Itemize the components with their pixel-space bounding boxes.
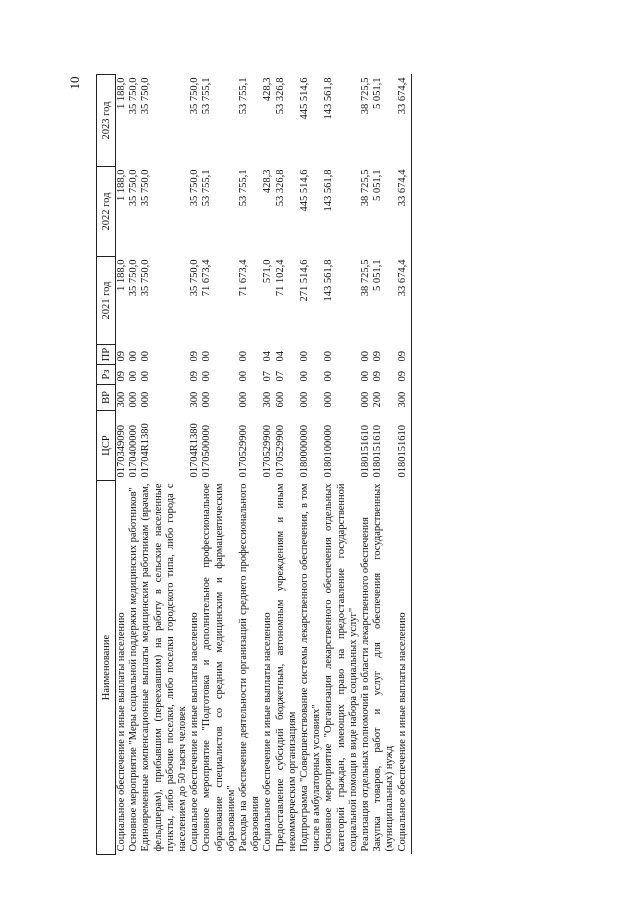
row-2022: 38 725,5 — [360, 169, 372, 207]
row-name: Основное мероприятие "Подготовка и дополнительное профессиональное образование специалистов со средним медицинским и фармацевтическим образованием" — [201, 483, 237, 852]
row-2023: 53 326,8 — [274, 77, 286, 115]
row-name: Подпрограмма "Совершенствование системы лекарственного обеспечения, в том числе в амбулаторных условиях" — [299, 483, 323, 852]
row-csr: 0170500000 — [201, 425, 213, 478]
row-2022: 445 514,6 — [299, 169, 311, 212]
row-pr: 09 — [116, 351, 127, 362]
row-pr: 00 — [323, 351, 335, 362]
row-pr: 00 — [140, 351, 152, 362]
row-2023: 1 188,0 — [116, 77, 127, 109]
table-row — [299, 75, 323, 855]
row-2022: 5 051,1 — [372, 169, 384, 201]
table-row — [128, 75, 140, 855]
row-2021: 571,0 — [262, 259, 274, 284]
row-name: Основное мероприятие "Организация лекарственного обеспечения отдельных категорий граждан, имеющих право на предоставление государственной социальной помощи в виде набора социальных услуг" — [323, 483, 359, 852]
row-name: Социальное обеспечение и иные выплаты населению — [262, 612, 274, 852]
row-rz: 00 — [323, 371, 335, 382]
row-vr: 000 — [360, 391, 372, 408]
row-name: Социальное обеспечение и иные выплаты населению — [189, 612, 201, 852]
header-name: Наименование — [97, 481, 116, 855]
row-2023: 445 514,6 — [299, 77, 311, 120]
row-2023: 53 755,1 — [201, 77, 213, 115]
row-2021: 71 673,4 — [238, 259, 250, 297]
row-pr: 00 — [299, 351, 311, 362]
row-rz: 09 — [372, 371, 384, 382]
row-name: Социальное обеспечение и иные выплаты населению — [397, 481, 412, 855]
header-2021: 2021 год — [97, 257, 116, 345]
page-number: 10 — [67, 76, 82, 90]
row-2022: 143 561,8 — [323, 169, 335, 212]
row-rz: 00 — [299, 371, 311, 382]
table-row — [397, 75, 412, 855]
row-2023: 53 755,1 — [238, 77, 250, 115]
row-name: Расходы на обеспечение деятельности организаций среднего профессионального образования — [238, 483, 262, 852]
table-row — [140, 75, 189, 855]
row-pr: 00 — [201, 351, 213, 362]
row-csr: 01704R1380 — [189, 423, 201, 478]
row-2023: 5 051,1 — [372, 77, 384, 109]
row-csr: 01704R1380 — [140, 423, 152, 478]
row-rz: 09 — [397, 365, 412, 385]
table-row — [323, 75, 360, 855]
row-2021: 5 051,1 — [372, 259, 384, 291]
row-2021: 143 561,8 — [323, 259, 335, 302]
row-2023: 35 750,0 — [189, 77, 201, 115]
row-name: Закупка товаров, работ и услуг для обеспечения государственных (муниципальных) нужд — [372, 483, 396, 852]
row-csr: 0180151610 — [360, 425, 372, 478]
row-vr: 000 — [299, 391, 311, 408]
header-vr: ВР — [97, 385, 116, 411]
row-2021: 1 188,0 — [116, 259, 127, 291]
row-2022: 1 188,0 — [116, 169, 127, 201]
table-row — [201, 75, 238, 855]
row-2021: 71 673,4 — [201, 259, 213, 297]
row-pr: 09 — [397, 345, 412, 365]
row-2022: 33 674,4 — [397, 167, 412, 257]
row-2023: 428,3 — [262, 77, 274, 102]
row-2023: 143 561,8 — [323, 77, 335, 120]
row-2022: 35 750,0 — [189, 169, 201, 207]
row-2023: 35 750,0 — [140, 77, 152, 115]
row-pr: 00 — [360, 351, 372, 362]
row-csr: 0180000000 — [299, 425, 311, 478]
row-name: Предоставление субсидий бюджетным, автономным учреждениям и иным некоммерческим организациям — [274, 483, 298, 852]
row-csr: 0180100000 — [323, 425, 335, 478]
row-vr: 300 — [189, 391, 201, 408]
row-name: Единовременные компенсационные выплаты медицинским работникам (врачам, фельдшерам), прибывшим (переехавшим) на работу в сельские населенные пункты, либо рабочие поселки, либо поселки городского типа, либо города с населением до 50 тысяч человек — [140, 483, 189, 852]
row-name: Реализация отдельных полномочий в области лекарственного обеспечения — [360, 517, 372, 852]
row-pr: 00 — [238, 351, 250, 362]
row-rz: 07 — [274, 371, 286, 382]
row-vr: 300 — [397, 385, 412, 411]
row-2021: 38 725,5 — [360, 259, 372, 297]
row-rz: 00 — [140, 371, 152, 382]
row-pr: 04 — [262, 351, 274, 362]
row-rz: 00 — [201, 371, 213, 382]
row-rz: 07 — [262, 371, 274, 382]
row-2021: 35 750,0 — [128, 259, 140, 297]
row-2022: 53 326,8 — [274, 169, 286, 207]
row-rz: 00 — [128, 371, 140, 382]
row-csr: 0170349090 — [116, 425, 127, 478]
row-rz: 00 — [360, 371, 372, 382]
row-2022: 35 750,0 — [128, 169, 140, 207]
row-2021: 71 102,4 — [274, 259, 286, 297]
row-rz: 00 — [238, 371, 250, 382]
row-name: Социальное обеспечение и иные выплаты населению — [116, 612, 127, 852]
row-pr: 00 — [128, 351, 140, 362]
row-vr: 200 — [372, 391, 384, 408]
table-row — [116, 75, 129, 855]
table-row — [372, 75, 396, 855]
row-2021: 271 514,6 — [299, 259, 311, 302]
row-vr: 000 — [238, 391, 250, 408]
row-csr: 0170529900 — [274, 425, 286, 478]
row-vr: 300 — [116, 391, 127, 408]
header-rz: Рз — [97, 365, 116, 385]
row-vr: 000 — [201, 391, 213, 408]
row-2021: 35 750,0 — [189, 259, 201, 297]
table-row — [360, 75, 372, 855]
row-csr: 0180151610 — [397, 411, 412, 481]
row-pr: 09 — [189, 351, 201, 362]
row-2023: 33 674,4 — [397, 75, 412, 167]
table-row — [262, 75, 274, 855]
row-2022: 428,3 — [262, 169, 274, 194]
row-2022: 53 755,1 — [238, 169, 250, 207]
row-rz: 09 — [116, 371, 127, 382]
row-pr: 09 — [372, 351, 384, 362]
row-rz: 09 — [189, 371, 201, 382]
table-row — [275, 75, 299, 855]
table-header-row — [97, 75, 116, 855]
row-2022: 53 755,1 — [201, 169, 213, 207]
row-vr: 300 — [262, 391, 274, 408]
rotated-page-content — [96, 75, 526, 855]
row-csr: 0170400000 — [128, 425, 140, 478]
budget-table — [96, 74, 412, 855]
row-csr: 0170529900 — [238, 425, 250, 478]
row-vr: 000 — [323, 391, 335, 408]
header-pr: ПР — [97, 345, 116, 365]
row-2023: 38 725,5 — [360, 77, 372, 115]
row-2022: 35 750,0 — [140, 169, 152, 207]
row-csr: 0170529900 — [262, 425, 274, 478]
row-2023: 35 750,0 — [128, 77, 140, 115]
header-2022: 2022 год — [97, 167, 116, 257]
row-vr: 600 — [274, 391, 286, 408]
header-csr: ЦСР — [97, 411, 116, 481]
row-name: Основное мероприятие "Меры социальной поддержки медицинских работников" — [128, 487, 140, 852]
row-vr: 000 — [128, 391, 140, 408]
table-row — [189, 75, 201, 855]
row-vr: 000 — [140, 391, 152, 408]
table-row — [238, 75, 262, 855]
row-2021: 33 674,4 — [397, 257, 412, 345]
header-2023: 2023 год — [97, 75, 116, 167]
row-csr: 0180151610 — [372, 425, 384, 478]
row-2021: 35 750,0 — [140, 259, 152, 297]
row-pr: 04 — [274, 351, 286, 362]
